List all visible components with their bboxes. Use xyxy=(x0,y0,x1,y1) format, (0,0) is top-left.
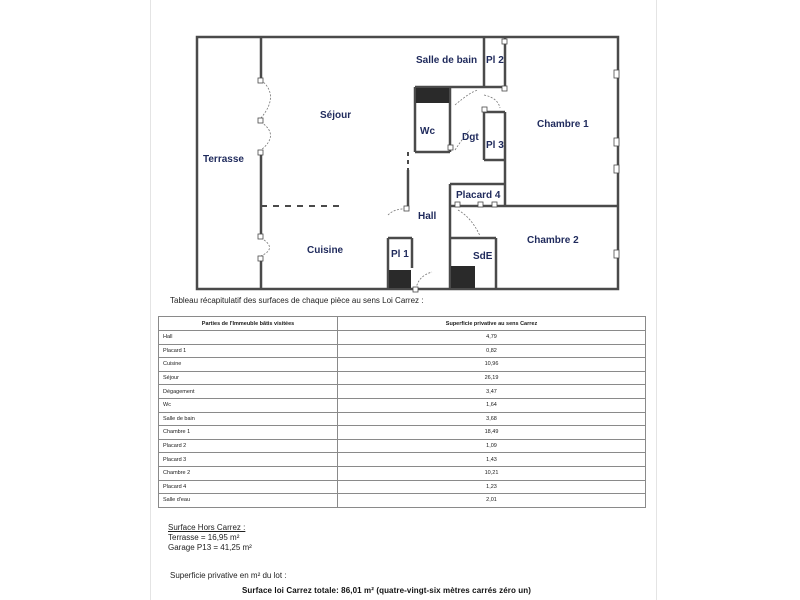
room-label-pl1: Pl 1 xyxy=(391,249,409,260)
row-name: Placard 4 xyxy=(159,480,338,494)
table-row xyxy=(159,453,646,467)
table-row xyxy=(159,466,646,480)
table-row xyxy=(159,480,646,494)
room-label-sejour: Séjour xyxy=(320,110,352,121)
row-name: Placard 1 xyxy=(159,344,338,358)
table-row xyxy=(159,385,646,399)
room-label-terrasse: Terrasse xyxy=(203,154,244,165)
table-row xyxy=(159,398,646,412)
private-surface-label: Superficie privative en m² du lot : xyxy=(170,571,287,580)
row-value: 1,64 xyxy=(338,398,646,412)
hors-carrez-title: Surface Hors Carrez : xyxy=(168,523,246,532)
row-value: 1,09 xyxy=(338,439,646,453)
row-name: Placard 2 xyxy=(159,439,338,453)
summary-caption: Tableau récapitulatif des surfaces de chaque pièce au sens Loi Carrez : xyxy=(170,296,424,305)
row-value: 26,19 xyxy=(338,371,646,385)
room-label-hall: Hall xyxy=(418,211,437,222)
table-row xyxy=(159,371,646,385)
row-value: 0,82 xyxy=(338,344,646,358)
table-row xyxy=(159,358,646,372)
room-label-chambre1: Chambre 1 xyxy=(537,119,589,130)
room-label-pl2: Pl 2 xyxy=(486,55,504,66)
row-value: 10,21 xyxy=(338,466,646,480)
row-name: Salle de bain xyxy=(159,412,338,426)
table-row xyxy=(159,494,646,508)
row-value: 3,47 xyxy=(338,385,646,399)
hors-carrez-terrasse: Terrasse = 16,95 m² xyxy=(168,533,240,542)
row-name: Hall xyxy=(159,331,338,345)
row-name: Chambre 1 xyxy=(159,426,338,440)
row-value: 3,68 xyxy=(338,412,646,426)
hors-carrez-garage: Garage P13 = 41,25 m² xyxy=(168,543,252,552)
row-name: Séjour xyxy=(159,371,338,385)
room-label-dgt: Dgt xyxy=(462,132,479,143)
table-row xyxy=(159,344,646,358)
row-value: 2,01 xyxy=(338,494,646,508)
row-name: Salle d'eau xyxy=(159,494,338,508)
surface-table xyxy=(158,316,646,508)
row-name: Placard 3 xyxy=(159,453,338,467)
row-value: 18,49 xyxy=(338,426,646,440)
header-surface: Superficie privative au sens Carrez xyxy=(338,317,646,331)
row-value: 1,43 xyxy=(338,453,646,467)
table-header-row xyxy=(159,317,646,331)
room-label-sde: SdE xyxy=(473,251,493,262)
hors-carrez-block xyxy=(168,523,252,553)
room-label-cuisine: Cuisine xyxy=(307,245,344,256)
row-name: Chambre 2 xyxy=(159,466,338,480)
table-row xyxy=(159,412,646,426)
row-name: Dégagement xyxy=(159,385,338,399)
room-label-pl3: Pl 3 xyxy=(486,140,504,151)
room-label-wc: Wc xyxy=(420,126,435,137)
table-row xyxy=(159,439,646,453)
room-label-chambre2: Chambre 2 xyxy=(527,235,579,246)
row-value: 10,96 xyxy=(338,358,646,372)
room-label-placard4: Placard 4 xyxy=(456,190,501,201)
total-carrez: Surface loi Carrez totale: 86,01 m² (quatre-vingt-six mètres carrés zéro un) xyxy=(242,586,532,595)
row-name: Cuisine xyxy=(159,358,338,372)
room-label-salle-de-bain: Salle de bain xyxy=(416,55,478,66)
row-name: Wc xyxy=(159,398,338,412)
table-row xyxy=(159,426,646,440)
row-value: 1,23 xyxy=(338,480,646,494)
row-value: 4,79 xyxy=(338,331,646,345)
table-row xyxy=(159,331,646,345)
header-rooms: Parties de l'Immeuble bâtis visitées xyxy=(159,317,338,331)
